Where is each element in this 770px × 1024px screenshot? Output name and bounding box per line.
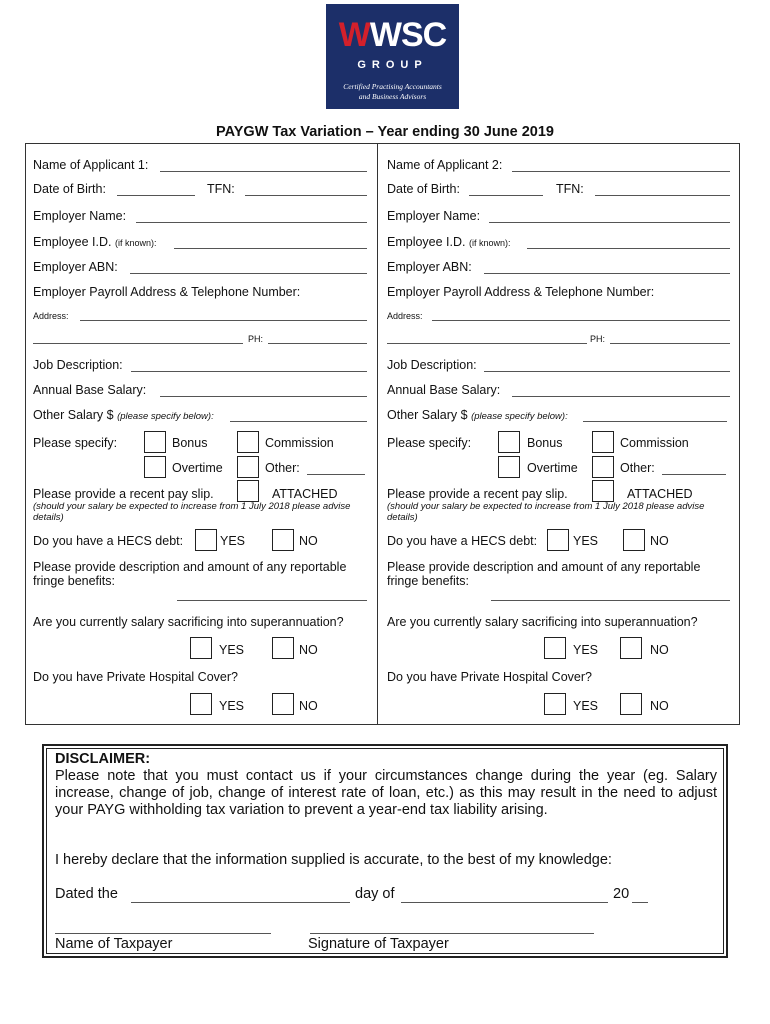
applicant-2-super-no-label: NO (650, 643, 669, 657)
applicant-1-hecs-no-checkbox[interactable] (272, 529, 294, 551)
applicant-2-other-salary-field[interactable] (583, 421, 727, 422)
applicant-2-hecs-no-label: NO (650, 534, 669, 548)
applicant-1-other-label: Other: (265, 461, 300, 475)
applicant-1-hospital-yes-label: YES (219, 699, 245, 713)
applicant-2-super-no-checkbox[interactable] (620, 637, 642, 659)
applicant-2-job-field[interactable] (484, 371, 730, 372)
applicant-1-tfn-label: TFN: (207, 182, 235, 196)
applicant-1-employer-name-label: Employer Name: (33, 209, 127, 223)
applicant-2-dob-field[interactable] (469, 195, 543, 196)
applicant-1-hecs-no-label: NO (299, 534, 318, 548)
applicant-2-other-salary-label: Other Salary $ (please specify below): (387, 408, 568, 422)
applicant-2-salary-field[interactable] (512, 396, 730, 397)
applicant-1-fringe-field[interactable] (177, 600, 367, 601)
applicant-1-payslip-label: Please provide a recent pay slip. (33, 487, 214, 501)
applicant-1-super-label: Are you currently salary sacrificing into superannuation? (33, 615, 344, 629)
applicant-2-commission-label: Commission (620, 436, 689, 450)
applicant-2-other-field[interactable] (662, 474, 726, 475)
applicant-2-attached-label: ATTACHED (627, 487, 693, 501)
applicant-2-fringe-field[interactable] (491, 600, 730, 601)
applicant-2-dob-label: Date of Birth: (387, 182, 460, 196)
name-of-taxpayer-label: Name of Taxpayer (55, 936, 173, 952)
applicant-2-overtime-label: Overtime (527, 461, 578, 475)
applicant-2-hecs-label: Do you have a HECS debt: (387, 534, 538, 548)
applicant-1-name-field[interactable] (160, 171, 367, 172)
applicant-2-hospital-no-checkbox[interactable] (620, 693, 642, 715)
applicant-1-hospital-no-checkbox[interactable] (272, 693, 294, 715)
applicant-1-salary-label: Annual Base Salary: (33, 383, 147, 397)
applicant-1-super-no-checkbox[interactable] (272, 637, 294, 659)
declaration-text: I hereby declare that the information supplied is accurate, to the best of my knowledge: (55, 852, 612, 868)
disclaimer-body: Please note that you must contact us if your circumstances change during the year (eg. Salary increase, change of job, change of interest rate of loan, etc.) as this may result in the need to adjust your PAYG withholding tax variation to prevent a year-end tax liability arising. (55, 768, 717, 818)
applicant-2-super-yes-label: YES (573, 643, 599, 657)
day-of-label: day of (355, 886, 395, 902)
applicant-1-commission-checkbox[interactable] (237, 431, 259, 453)
applicant-2-payslip-note: (should your salary be expected to increase from 1 July 2018 please advise details) (387, 501, 705, 523)
applicant-1-super-no-label: NO (299, 643, 318, 657)
applicant-2-payroll-address-label: Employer Payroll Address & Telephone Number: (387, 285, 655, 299)
disclaimer-heading: DISCLAIMER: (55, 751, 151, 767)
applicant-1-fringe-label: Please provide description and amount of any reportable fringe benefits: (33, 560, 347, 588)
applicant-2-abn-field[interactable] (484, 273, 730, 274)
applicant-2-fringe-label: Please provide description and amount of any reportable fringe benefits: (387, 560, 701, 588)
applicant-1-overtime-checkbox[interactable] (144, 456, 166, 478)
applicant-1-bonus-label: Bonus (172, 436, 208, 450)
applicant-1-employer-name-field[interactable] (136, 222, 367, 223)
applicant-2-other-label: Other: (620, 461, 655, 475)
applicant-2-bonus-checkbox[interactable] (498, 431, 520, 453)
applicant-1-hecs-label: Do you have a HECS debt: (33, 534, 184, 548)
applicant-2-hospital-yes-label: YES (573, 699, 599, 713)
dated-day-field[interactable] (131, 902, 350, 903)
applicant-1-dob-label: Date of Birth: (33, 182, 106, 196)
applicant-1-super-yes-checkbox[interactable] (190, 637, 212, 659)
applicant-2-specify-label: Please specify: (387, 436, 472, 450)
applicant-1-phone-field[interactable] (268, 343, 367, 344)
applicant-2-abn-label: Employer ABN: (387, 260, 472, 274)
applicant-1-payslip-note: (should your salary be expected to increase from 1 July 2018 please advise details) (33, 501, 351, 523)
applicant-2-employee-id-label: Employee I.D. (if known): (387, 235, 511, 249)
applicant-1-commission-label: Commission (265, 436, 334, 450)
applicant-2-employer-name-field[interactable] (489, 222, 730, 223)
applicant-1-address-label: Address: (33, 311, 69, 321)
applicant-1-address-field[interactable] (80, 320, 367, 321)
applicant-1-address-line-2[interactable] (33, 343, 243, 344)
applicant-1-specify-label: Please specify: (33, 436, 118, 450)
applicant-2-hecs-no-checkbox[interactable] (623, 529, 645, 551)
applicant-2-address-field[interactable] (432, 320, 730, 321)
applicant-2-name-field[interactable] (512, 171, 730, 172)
applicant-1-hospital-label: Do you have Private Hospital Cover? (33, 670, 238, 684)
applicant-1-super-yes-label: YES (219, 643, 245, 657)
applicant-2-overtime-checkbox[interactable] (498, 456, 520, 478)
applicant-1-name-label: Name of Applicant 1: (33, 158, 149, 172)
applicant-1-employee-id-field[interactable] (174, 248, 367, 249)
logo-group-text: GROUP (357, 59, 428, 71)
applicant-2-attached-checkbox[interactable] (592, 480, 614, 502)
applicant-1-abn-label: Employer ABN: (33, 260, 118, 274)
applicant-2-hecs-yes-checkbox[interactable] (547, 529, 569, 551)
applicant-2-hospital-label: Do you have Private Hospital Cover? (387, 670, 592, 684)
applicant-2-phone-label: PH: (590, 334, 606, 344)
applicant-1-overtime-label: Overtime (172, 461, 223, 475)
applicant-2-super-label: Are you currently salary sacrificing into superannuation? (387, 615, 698, 629)
company-logo (326, 4, 459, 109)
applicant-1-job-field[interactable] (131, 371, 367, 372)
applicant-1-phone-label: PH: (248, 334, 264, 344)
applicant-1-other-checkbox[interactable] (237, 456, 259, 478)
applicant-2-employer-name-label: Employer Name: (387, 209, 481, 223)
applicant-1-other-field[interactable] (307, 474, 365, 475)
year-prefix-label: 20 (613, 886, 630, 902)
dated-month-field[interactable] (401, 902, 608, 903)
applicant-1-hospital-no-label: NO (299, 699, 318, 713)
applicant-1-dob-field[interactable] (117, 195, 195, 196)
applicant-2-hospital-no-label: NO (650, 699, 669, 713)
applicant-2-bonus-label: Bonus (527, 436, 563, 450)
applicant-2-super-yes-checkbox[interactable] (544, 637, 566, 659)
applicant-2-employee-id-field[interactable] (527, 248, 730, 249)
applicant-1-employee-id-label: Employee I.D. (if known): (33, 235, 157, 249)
applicant-1-tfn-field[interactable] (245, 195, 367, 196)
applicant-2-hecs-yes-label: YES (573, 534, 599, 548)
applicant-2-commission-checkbox[interactable] (592, 431, 614, 453)
applicant-1-other-salary-label: Other Salary $ (please specify below): (33, 408, 214, 422)
logo-wordmark: WWSC (338, 16, 447, 54)
applicant-1-abn-field[interactable] (130, 273, 367, 274)
applicant-2-other-checkbox[interactable] (592, 456, 614, 478)
applicant-1-hospital-yes-checkbox[interactable] (190, 693, 212, 715)
applicant-2-tfn-label: TFN: (556, 182, 584, 196)
applicant-1-job-label: Job Description: (33, 358, 123, 372)
signature-of-taxpayer-label: Signature of Taxpayer (308, 936, 449, 952)
logo-tagline: Certified Practising Accountants and Business Advisors (343, 82, 442, 101)
applicant-2-tfn-field[interactable] (595, 195, 730, 196)
applicant-2-hospital-yes-checkbox[interactable] (544, 693, 566, 715)
dated-year-field[interactable] (632, 902, 648, 903)
column-divider (377, 143, 378, 725)
applicant-1-payroll-address-label: Employer Payroll Address & Telephone Number: (33, 285, 301, 299)
form-title: PAYGW Tax Variation – Year ending 30 June 2019 (216, 124, 554, 140)
applicant-2-payslip-label: Please provide a recent pay slip. (387, 487, 568, 501)
applicant-2-phone-field[interactable] (610, 343, 730, 344)
applicant-1-attached-label: ATTACHED (272, 487, 338, 501)
applicant-2-address-line-2[interactable] (387, 343, 587, 344)
taxpayer-signature-field[interactable] (310, 933, 594, 934)
applicant-1-attached-checkbox[interactable] (237, 480, 259, 502)
applicant-2-address-label: Address: (387, 311, 423, 321)
applicant-2-salary-label: Annual Base Salary: (387, 383, 501, 397)
applicant-2-job-label: Job Description: (387, 358, 477, 372)
applicant-1-other-salary-field[interactable] (230, 421, 367, 422)
applicant-1-salary-field[interactable] (160, 396, 367, 397)
applicant-1-bonus-checkbox[interactable] (144, 431, 166, 453)
taxpayer-name-field[interactable] (55, 933, 271, 934)
dated-the-label: Dated the (55, 886, 118, 902)
applicant-2-name-label: Name of Applicant 2: (387, 158, 503, 172)
applicant-1-hecs-yes-checkbox[interactable] (195, 529, 217, 551)
applicant-1-hecs-yes-label: YES (220, 534, 246, 548)
